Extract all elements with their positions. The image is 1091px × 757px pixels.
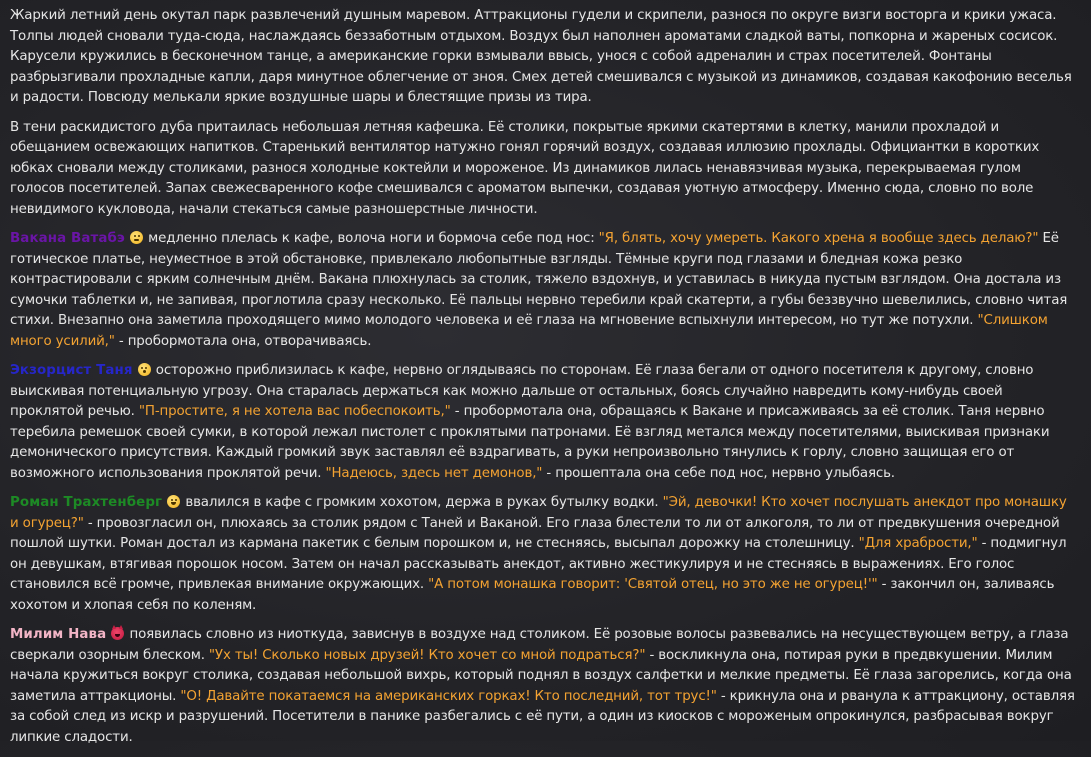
story-text [10,6,1078,757]
grinning-face-icon [167,495,180,508]
anxious-face-icon [138,363,151,376]
narration-text: - провозгласил он, плюхаясь за столик рядом с Таней и Ваканой. Его глаза блестели то ли от алкоголя, то ли от предвкушения очередной пошлой шутки. Роман достал из кармана пакетик с белым порошком и, не стесняясь, высыпал дорожку на столешницу. [10,515,1060,551]
character-name-tanya: Экзорцист Таня [10,363,133,378]
paragraph-intro-cafe [10,118,1078,221]
dialogue-quote: "Ух ты! Сколько новых друзей! Кто хочет со мной подраться?" [208,647,646,663]
dialogue-quote: "О! Давайте покатаемся на американских горках! Кто последний, тот трус!" [180,688,717,704]
dialogue-quote: "Для храбрости," [858,536,978,551]
paragraph-tanya [10,361,1078,484]
smiling-devil-icon [111,627,124,640]
narration-text: - пробормотала она, обращаясь к Вакане и присаживаясь за её столик. Таня нервно теребила ремешок своей сумки, в которой лежал пистолет с проклятыми патронами. Её взгляд метался между посетителями, выискивая признаки демонического присутствия. Каждый громкий звук заставлял её вздрагивать, а руки непроизвольно тянулись к горлу, словно защищая его от возможного использования проклятой речи. [10,404,1050,481]
narration-text: - подмигнул он девушкам, втягивая порошок носом. Затем он начал рассказывать анекдот, активно жестикулируя и не стесняясь в выражениях. Его голос становился всё громче, привлекая внимание окружающих. [10,536,1067,592]
paragraph-roman [10,493,1078,616]
paragraph-vakana [10,229,1078,352]
character-name-vakana: Вакана Ватабэ [10,231,125,246]
narration-text: появилась словно из ниоткуда, зависнув в воздухе над столиком. Её розовые волосы развевались на несуществующем ветру, а глаза сверкали озорным блеском. [10,627,1069,663]
narration-text: Её готическое платье, неуместное в этой обстановке, привлекало любопытные взгляды. Тёмные круги под глазами и бледная кожа резко контрастировали с ярким солнечным днём. Вакана плюхнулась за столик, тяжело вздохнув, и уставилась в никуда пустым взглядом. Она достала из сумочки таблетки и, не запивая, проглотила сразу несколько. Её пальцы нервно теребили край скатерти, а губы беззвучно шевелились, словно читая стихи. Внезапно она заметила проходящего мимо молодого человека и её глаза на мгновение вспыхнули интересом, но тут же потухли. [10,231,1068,328]
narration-text: - закончил он, заливаясь хохотом и хлопая себя по коленям. [10,577,1055,613]
weary-face-icon [130,231,143,244]
paragraph-text: В тени раскидистого дуба притаилась небольшая летняя кафешка. Её столики, покрытые яркими скатертями в клетку, манили прохладой и обещанием освежающих напитков. Старенький вентилятор натужно гонял горячий воздух, создавая иллюзию прохлады. Официантки в коротких юбках сновали между столиками, разнося холодные коктейли и мороженое. Из динамиков лилась ненавязчивая музыка, перекрываемая гулом голосов посетителей. Запах свежесваренного кофе смешивался с ароматом выпечки, создавая уютную атмосферу. Именно сюда, словно по воле невидимого кукловода, начали стекаться самые разношерстные личности. [10,119,1040,217]
dialogue-quote: "А потом монашка говорит: 'Святой отец, но это же не огурец!'" [428,577,878,592]
paragraph-text: Жаркий летний день окутал парк развлечений душным маревом. Аттракционы гудели и скрипели, разнося по округе визги восторга и крики ужаса. Толпы людей сновали туда-сюда, наслаждаясь беззаботным отдыхом. Воздух был наполнен ароматами сладкой ваты, попкорна и жареных сосисок. Карусели кружились в бесконечном танце, а американские горки взмывали ввысь, унося с собой адреналин и страх посетителей. Фонтаны разбрызгивали прохладные капли, даря минутное облегчение от зноя. Смех детей смешивался с музыкой из динамиков, создавая какофонию веселья и радости. Повсюду мелькали яркие воздушные шары и блестящие призы из тира. [10,8,1072,105]
paragraph-intro-park [10,6,1078,109]
narration-text: осторожно приблизилась к кафе, нервно оглядываясь по сторонам. Её глаза бегали от одного посетителя к другому, словно выискивая потенциальную угрозу. Она старалась держаться как можно дальше от остальных, боясь случайно навредить кому-нибудь своей проклятой речью. [10,363,1034,419]
dialogue-quote: "Эй, девочки! Кто хочет послушать анекдот про монашку и огурец?" [10,495,1067,531]
dialogue-quote: "П-простите, я не хотела вас побеспокоить," [138,404,451,419]
narration-text: - воскликнула она, потирая руки в предвкушении. Милим начала кружиться вокруг столика, создавая небольшой вихрь, который поднял в воздух салфетки и мелкие предметы. Её глаза загорелись, когда она заметила аттракционы. [10,647,1072,704]
dialogue-quote: "Слишком много усилий," [10,313,1048,349]
character-name-milim: Милим Нава [10,627,107,642]
dialogue-quote: "Надеюсь, здесь нет демонов," [325,465,543,481]
narration-text: - крикнула она и рванула к аттракциону, оставляя за собой след из искр и разрушений. Посетители в панике разбегались с её пути, а один из киосков с мороженым опрокинулся, разбрасывая вокруг липкие сладости. [10,688,1075,745]
dialogue-quote: "Я, блять, хочу умереть. Какого хрена я вообще здесь делаю?" [598,231,1039,246]
narration-text: - пробормотала она, отворачиваясь. [114,333,372,349]
narration-text: ввалился в кафе с громким хохотом, держа в руках бутылку водки. [181,495,663,510]
paragraph-milim [10,625,1078,748]
narration-text: медленно плелась к кафе, волоча ноги и бормоча себе под нос: [144,231,599,246]
narration-text: - прошептала она себе под нос, нервно улыбаясь. [542,465,895,481]
character-name-roman: Роман Трахтенберг [10,495,163,510]
